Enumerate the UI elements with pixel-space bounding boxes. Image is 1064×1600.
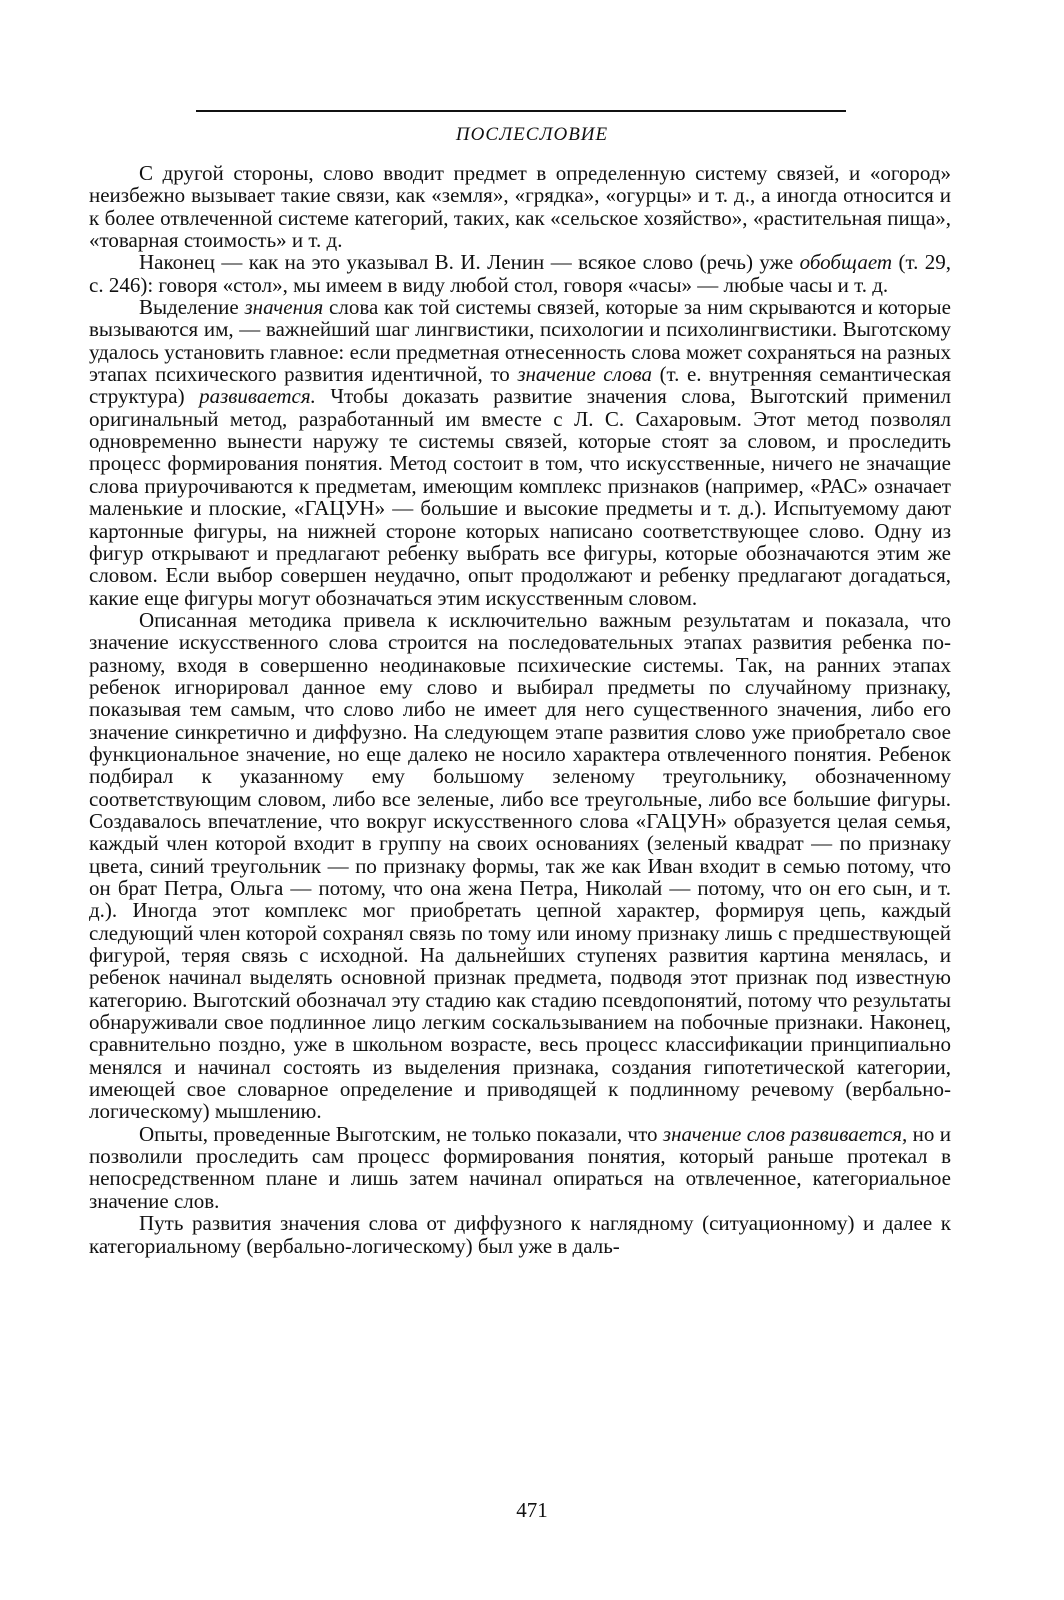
text-run: Описанная методика привела к исключительно важным результатам и показала, что значение искусственного слова строится на последовательных этапах развития ребенка по-разному, входя в совершенно неодинаковые психические системы. Так, на ранних этапах ребенок игнорировал данное ему слово и выбирал предметы по случайному признаку, показывая тем самым, что слово либо не имеет для него существенного значения, либо его значение синкретично и диффузно. На следующем этапе развития слово уже приобретало свое функциональное значение, но еще далеко не носило характера отвлеченного понятия. Ребенок подбирал к указанному ему большому зеленому треугольнику, обозначенному соответствующим словом, либо все зеленые, либо все треугольные, либо все большие фигуры. Создавалось впечатление, что вокруг искусственного слова «ГАЦУН» образуется целая семья, каждый член которой входит в группу на своих основаниях (зеленый квадрат — по признаку цвета, синий треугольник — по признаку формы, так же как Иван входит в семью потому, что он брат Петра, Ольга — потому, что она жена Петра, Николай — потому, что он его сын, и т. д.). Иногда этот комплекс мог приобретать цепной характер, формируя цепь, каждый следующий член которой сохранял связь по тому или иному признаку лишь с предшествующей фигурой, теряя связь с исходной. На дальнейших ступенях развития картина менялась, и ребенок начинал выделять основной признак предмета, подводя этот признак под известную категорию. Выготский обозначал эту стадию как стадию псевдопонятий, потому что результаты обнаруживали свое подлинное лицо легким соскальзыванием на побочные признаки. Наконец, сравнительно поздно, уже в школьном возрасте, весь процесс классификации принципиально менялся и начинал состоять из выделения признака, создания гипотетической категории, имеющей свое словарное определение и приводящей к подлинному речевому (вербально-логическому) мышлению. (89, 607, 951, 1124)
text-run: Выделение (139, 295, 245, 320)
text-run: Путь развития значения слова от диффузного к наглядному (ситуационному) и далее к категориальному (вербально-логическому) был уже в даль- (89, 1211, 951, 1258)
italic-text: развивается. (199, 384, 316, 409)
paragraph (89, 162, 951, 251)
text-run: Наконец — как на это указывал В. И. Ленин — всякое слово (речь) уже (139, 250, 800, 275)
text-run: Чтобы доказать развитие значения слова, Выготский применил оригинальный метод, разработанный им вместе с Л. С. Сахаровым. Этот метод позволял одновременно вынести наружу те системы связей, которые стоят за словом, и проследить процесс формирования понятия. Метод состоит в том, что искусственные, ничего не значащие слова приурочиваются к предметам, имеющим комплекс признаков (например, «РАС» означает маленькие и плоские, «ГАЦУН» — большие и высокие предметы и т. д.). Испытуемому дают картонные фигуры, на нижней стороне которых написано соответствующее слово. Одну из фигур открывают и предлагают ребенку выбрать все фигуры, которые обозначаются этим же словом. Если выбор совершен неудачно, опыт продолжают и ребенку предлагают догадаться, какие еще фигуры могут обозначаться этим искусственным словом. (89, 384, 951, 610)
paragraph (89, 609, 951, 1123)
text-run: но и позволили проследить сам процесс формирования понятия, который раньше протекал в непосредственном плане и лишь затем начинал опираться на отвлеченное, категориальное значение слов. (89, 1121, 951, 1213)
paragraph (89, 1212, 951, 1257)
body-text (89, 162, 951, 1257)
paragraph (89, 296, 951, 609)
italic-text: значения (244, 295, 324, 320)
text-run: (т. 29, с. 246): говоря «стол», мы имеем в виду любой стол, говоря «часы» — любые часы и т. д. (89, 250, 952, 297)
italic-text: обобщает (799, 250, 893, 275)
italic-text: значение слова (517, 362, 652, 387)
italic-text: значение слов развивается, (662, 1121, 908, 1146)
page-number: 471 (516, 1498, 548, 1522)
header-rule (196, 110, 846, 112)
paragraph (89, 1123, 951, 1212)
text-run: слова как той системы связей, которые за ним скрываются и которые вызываются им, — важнейший шаг лингвистики, психологии и психолингвистики. Выготскому удалось установить главное: если предметная отнесенность слова может сохраняться на разных этапах психического развития идентичной, то (89, 295, 951, 387)
running-header: ПОСЛЕСЛОВИЕ (455, 124, 609, 145)
text-run: С другой стороны, слово вводит предмет в определенную систему связей, и «огород» неизбежно вызывает такие связи, как «земля», «грядка», «огурцы» и т. д., а иногда относится и к более отвлеченной системе категорий, таких, как «сельское хозяйство», «растительная пища», «товарная стоимость» и т. д. (89, 161, 951, 253)
paragraph (89, 251, 951, 296)
text-run: Опыты, проведенные Выготским, не только показали, что (139, 1121, 663, 1146)
text-run: (т. е. внутренняя семантическая структура) (89, 362, 951, 409)
